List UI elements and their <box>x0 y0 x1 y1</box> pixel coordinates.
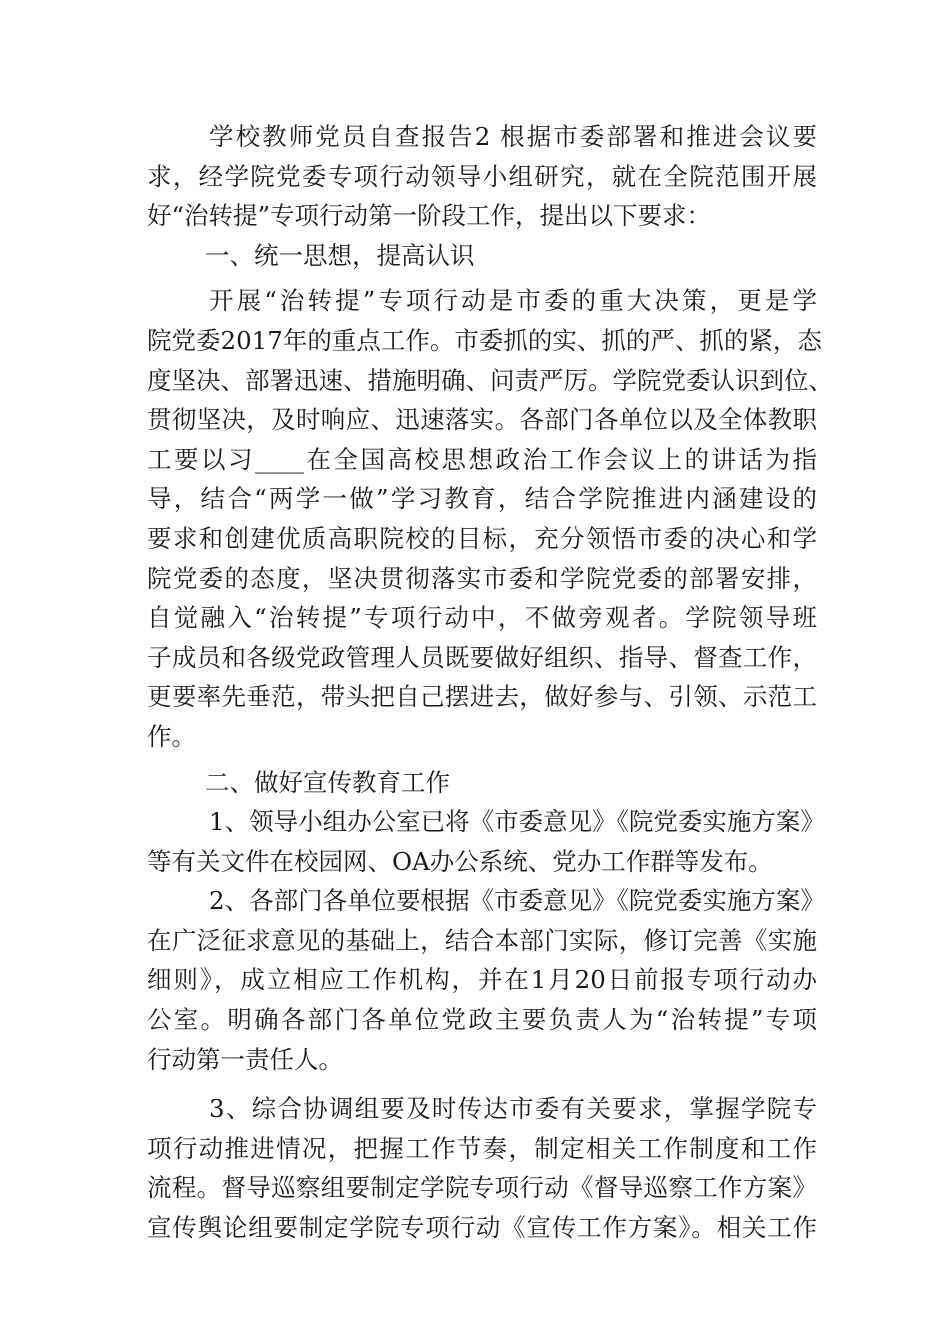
document-body <box>147 117 833 1248</box>
paragraph-line: 1、领导小组办公室已将《市委意见》《院党委实施方案》 <box>209 807 825 837</box>
paragraph-line: 要求和创建优质高职院校的目标，充分领悟市委的决心和学 <box>147 523 817 553</box>
section-heading: 二、做好宣传教育工作 <box>205 767 450 797</box>
paragraph-line: 度坚决、部署迅速、措施明确、问责严厉。学院党委认识到位、 <box>147 365 833 395</box>
paragraph-line: 细则》，成立相应工作机构，并在1月20日前报专项行动办 <box>147 965 817 995</box>
paragraph-line: 院党委的态度，坚决贯彻落实市委和学院党委的部署安排， <box>147 563 817 593</box>
paragraph-line: 等有关文件在校园网、OA办公系统、党办工作群等发布。 <box>147 846 773 876</box>
paragraph-line: 院党委2017年的重点工作。市委抓的实、抓的严、抓的紧，态 <box>147 325 822 355</box>
paragraph-line: 行动第一责任人。 <box>147 1044 343 1074</box>
paragraph-line: 2、各部门各单位要根据《市委意见》《院党委实施方案》 <box>209 886 825 916</box>
paragraph-line: 项行动推进情况，把握工作节奏，制定相关工作制度和工作 <box>147 1133 817 1163</box>
paragraph-line: 开展“治转提”专项行动是市委的重大决策，更是学 <box>209 286 817 316</box>
paragraph-line: 贯彻坚决，及时响应、迅速落实。各部门各单位以及全体教职 <box>147 405 817 435</box>
paragraph-line: 宣传舆论组要制定学院专项行动《宣传工作方案》。相关工作 <box>147 1213 817 1243</box>
spacer <box>147 1079 817 1089</box>
paragraph-line: 在广泛征求意见的基础上，结合本部门实际，修订完善《实施 <box>147 925 817 955</box>
paragraph-line: 工要以习____在全国高校思想政治工作会议上的讲话为指 <box>147 444 817 474</box>
paragraph-line: 3、综合协调组要及时传达市委有关要求，掌握学院专 <box>209 1094 817 1124</box>
paragraph-line: 好“治转提”专项行动第一阶段工作，提出以下要求： <box>147 201 712 231</box>
paragraph-line: 公室。明确各部门各单位党政主要负责人为“治转提”专项 <box>147 1005 817 1035</box>
paragraph-line: 更要率先垂范，带头把自己摆进去，做好参与、引领、示范工 <box>147 682 817 712</box>
paragraph-line: 流程。督导巡察组要制定学院专项行动《督导巡察工作方案》 <box>147 1173 817 1203</box>
paragraph-line: 自觉融入“治转提”专项行动中，不做旁观者。学院领导班 <box>147 603 817 633</box>
paragraph-line: 子成员和各级党政管理人员既要做好组织、指导、督查工作， <box>147 642 817 672</box>
section-heading: 一、统一思想，提高认识 <box>205 240 475 270</box>
paragraph-line: 学校教师党员自查报告2 根据市委部署和推进会议要 <box>209 122 817 151</box>
paragraph-line: 求，经学院党委专项行动领导小组研究，就在全院范围开展 <box>147 161 817 191</box>
paragraph-line: 导，结合“两学一做”学习教育，结合学院推进内涵建设的 <box>147 484 817 514</box>
paragraph-line: 作。 <box>147 721 196 751</box>
